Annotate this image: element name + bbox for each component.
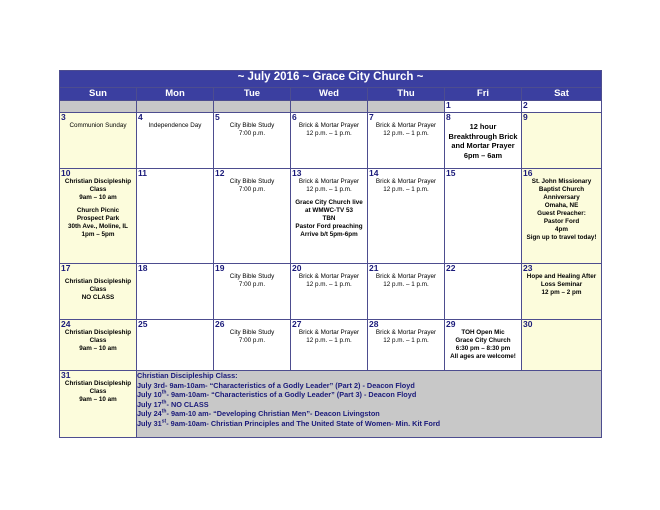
day-cell — [522, 101, 602, 113]
event-text: Brick & Mortar Prayer — [375, 273, 437, 280]
day-number: 6 — [292, 112, 297, 122]
event-time: 9am – 10 am — [79, 194, 117, 201]
empty-cell — [368, 101, 445, 113]
event-text: Loss Seminar — [540, 281, 583, 288]
day-number: 3 — [61, 112, 66, 122]
event-time: 12 pm – 2 pm — [541, 289, 582, 296]
day-number: 7 — [369, 112, 374, 122]
event-text: 30th Ave., Moline, IL — [67, 223, 129, 230]
day-cell — [214, 320, 291, 371]
day-cell — [60, 371, 137, 438]
day-number: 28 — [369, 319, 379, 329]
empty-cell — [291, 101, 368, 113]
event-time: 12 p.m. – 1 p.m. — [306, 337, 352, 344]
event-time: 12 p.m. – 1 p.m. — [306, 130, 352, 137]
day-cell — [368, 113, 445, 169]
event-time: 6pm – 6am — [463, 150, 503, 160]
day-cell — [291, 113, 368, 169]
event-time: 9am – 10 am — [79, 345, 117, 352]
event-text: Anniversary — [543, 194, 580, 201]
day-cell — [445, 101, 522, 113]
event-text: Brick & Mortar Prayer — [298, 122, 360, 129]
day-cell — [137, 113, 214, 169]
day-number: 12 — [215, 168, 225, 178]
event-time: 7:00 p.m. — [238, 337, 266, 344]
day-cell — [137, 264, 214, 320]
day-number: 1 — [446, 100, 451, 110]
day-cell — [522, 113, 602, 169]
day-cell — [137, 169, 214, 264]
day-cell — [214, 169, 291, 264]
day-header-thu: Thu — [368, 88, 445, 101]
notes-line: July 3rd- 9am-10am- “Characteristics of a Godly Leader” (Part 2) - Deacon Floyd — [137, 380, 415, 390]
calendar-table — [59, 70, 602, 438]
event-text: Christian Discipleship — [64, 178, 132, 185]
event-text: Brick & Mortar Prayer — [298, 178, 360, 185]
notes-line: July 10th- 9am-10am- “Characteristics of a Godly Leader” (Part 3) - Deacon Floyd — [137, 389, 417, 400]
empty-cell — [60, 101, 137, 113]
event-time: 7:00 p.m. — [238, 130, 266, 137]
event-time: 4pm — [555, 226, 568, 233]
event-time: 7:00 p.m. — [238, 186, 266, 193]
event-time: 1pm – 5pm — [81, 231, 115, 238]
event-time: 12 p.m. – 1 p.m. — [383, 281, 429, 288]
event-time: 6:30 pm – 8:30 pm — [455, 345, 511, 352]
day-number: 10 — [61, 168, 71, 178]
event-text: City Bible Study — [229, 273, 275, 280]
day-cell — [60, 113, 137, 169]
day-cell — [291, 264, 368, 320]
day-number: 23 — [523, 263, 533, 273]
day-header-sat: Sat — [522, 88, 602, 101]
day-number: 8 — [446, 112, 451, 122]
day-number: 18 — [138, 263, 148, 273]
day-cell — [60, 169, 137, 264]
event-text: Class — [89, 186, 107, 193]
event-text: Christian Discipleship — [64, 278, 132, 285]
day-header-fri: Fri — [445, 88, 522, 101]
day-cell — [522, 264, 602, 320]
day-cell — [445, 264, 522, 320]
day-number: 2 — [523, 100, 528, 110]
day-cell — [445, 113, 522, 169]
event-time: 9am – 10 am — [79, 396, 117, 403]
day-cell — [368, 320, 445, 371]
event-text: Class — [89, 286, 107, 293]
day-cell — [60, 264, 137, 320]
event-text: Communion Sunday — [69, 122, 127, 129]
event-time: 12 p.m. – 1 p.m. — [306, 186, 352, 193]
day-number: 27 — [292, 319, 302, 329]
event-text: Prospect Park — [76, 215, 120, 222]
day-header-tue: Tue — [214, 88, 291, 101]
day-cell — [368, 264, 445, 320]
day-header-mon: Mon — [137, 88, 214, 101]
day-number: 31 — [61, 370, 71, 380]
event-text: Brick & Mortar Prayer — [298, 329, 360, 336]
event-time: 12 p.m. – 1 p.m. — [306, 281, 352, 288]
day-cell — [445, 169, 522, 264]
event-time: 7:00 p.m. — [238, 281, 266, 288]
event-text: Brick & Mortar Prayer — [375, 178, 437, 185]
day-number: 30 — [523, 319, 533, 329]
day-number: 26 — [215, 319, 225, 329]
event-text: Grace City Church — [455, 337, 511, 344]
event-text: Breakthrough Brick — [448, 131, 518, 141]
event-text: at WMWC-TV 53 — [305, 207, 353, 214]
event-text: Pastor Ford preaching — [295, 223, 363, 230]
event-text: Independence Day — [148, 122, 202, 129]
event-text: Sign up to travel today! — [526, 234, 597, 241]
event-text: Christian Discipleship — [64, 380, 132, 387]
notes-line: July 31st- 9am-10am- Christian Principles and The United State of Women- Min. Kit Ford — [137, 418, 441, 428]
event-text: St. John Missionary — [531, 178, 592, 185]
event-text: Guest Preacher: — [537, 210, 586, 217]
event-text: 12 hour — [469, 122, 497, 131]
event-text: Omaha, NE — [544, 202, 579, 209]
discipleship-notes — [137, 371, 602, 438]
day-number: 20 — [292, 263, 302, 273]
day-cell — [214, 264, 291, 320]
day-number: 25 — [138, 319, 148, 329]
day-cell — [522, 169, 602, 264]
event-text: Hope and Healing After — [526, 273, 597, 280]
empty-cell — [214, 101, 291, 113]
calendar-title: ~ July 2016 ~ Grace City Church ~ — [60, 71, 602, 88]
day-number: 19 — [215, 263, 225, 273]
event-text: Church Picnic — [76, 207, 120, 214]
event-time: Arrive b/t 5pm-6pm — [300, 231, 358, 238]
day-cell — [214, 113, 291, 169]
day-number: 14 — [369, 168, 379, 178]
day-header-wed: Wed — [291, 88, 368, 101]
event-text: TOH Open Mic — [461, 329, 505, 336]
day-number: 22 — [446, 263, 456, 273]
event-text: Class — [89, 337, 107, 344]
day-number: 24 — [61, 319, 71, 329]
day-number: 9 — [523, 112, 528, 122]
day-number: 5 — [215, 112, 220, 122]
event-text: City Bible Study — [229, 329, 275, 336]
event-text: Grace City Church live — [295, 199, 363, 206]
event-text: Baptist Church — [538, 186, 585, 193]
empty-cell — [137, 101, 214, 113]
day-cell — [137, 320, 214, 371]
event-text: Brick & Mortar Prayer — [375, 329, 437, 336]
event-time: 12 p.m. – 1 p.m. — [383, 186, 429, 193]
day-cell — [368, 169, 445, 264]
event-text: Brick & Mortar Prayer — [375, 122, 437, 129]
event-text: Pastor Ford — [543, 218, 580, 225]
day-number: 17 — [61, 263, 71, 273]
event-text: City Bible Study — [229, 178, 275, 185]
event-text: TBN — [322, 215, 336, 222]
event-text: Brick & Mortar Prayer — [298, 273, 360, 280]
event-text: All ages are welcome! — [450, 353, 516, 360]
event-text: NO CLASS — [81, 294, 115, 301]
event-text: and Mortar Prayer — [451, 141, 515, 150]
notes-line: July 17th- NO CLASS — [137, 399, 209, 409]
event-text: Class — [89, 388, 107, 395]
day-cell — [291, 169, 368, 264]
day-cell — [60, 320, 137, 371]
notes-heading: Christian Discipleship Class: — [137, 371, 238, 380]
event-text: City Bible Study — [229, 122, 275, 129]
notes-line: July 24th- 9am-10 am- “Developing Christian Men”- Deacon Livingston — [137, 408, 380, 419]
day-cell — [522, 320, 602, 371]
day-number: 21 — [369, 263, 379, 273]
day-number: 13 — [292, 168, 302, 178]
event-time: 12 p.m. – 1 p.m. — [383, 337, 429, 344]
day-number: 11 — [138, 168, 147, 178]
day-number: 15 — [446, 168, 456, 178]
event-text: Christian Discipleship — [64, 329, 132, 336]
day-number: 16 — [523, 168, 533, 178]
day-cell — [291, 320, 368, 371]
event-time: 12 p.m. – 1 p.m. — [383, 130, 429, 137]
day-header-sun: Sun — [60, 88, 137, 101]
day-number: 29 — [446, 319, 456, 329]
day-cell — [445, 320, 522, 371]
day-number: 4 — [138, 112, 143, 122]
